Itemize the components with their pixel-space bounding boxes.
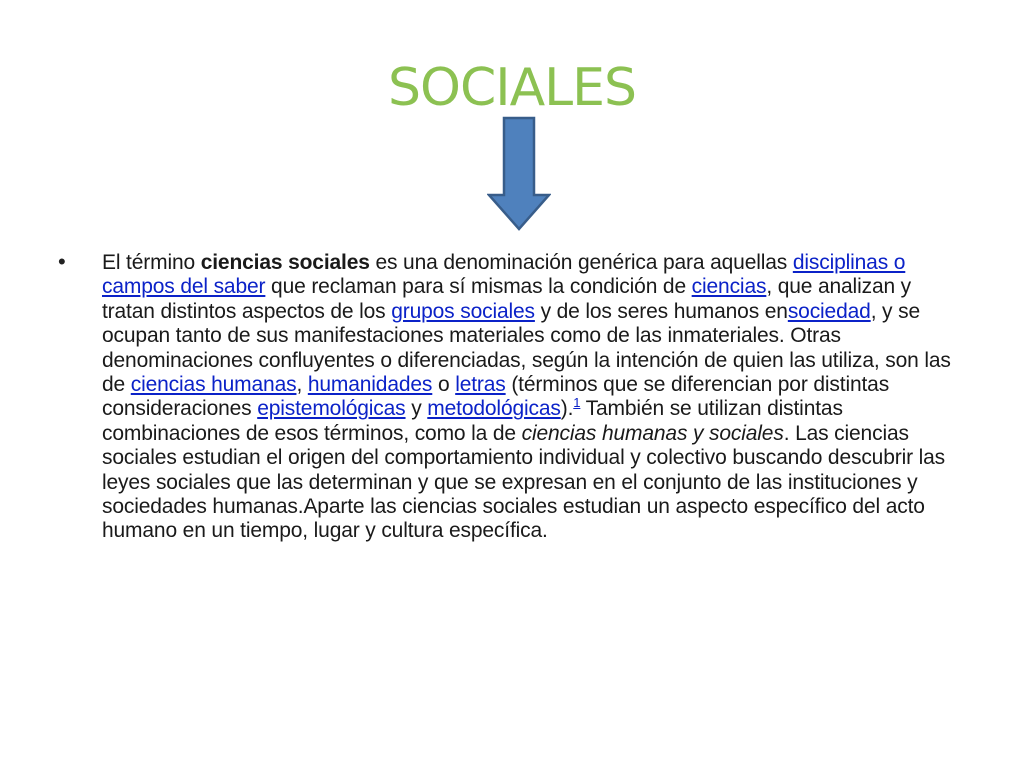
link-metodologicas[interactable]: metodológicas — [427, 397, 561, 421]
text-segment: y — [405, 397, 428, 421]
bold-term: ciencias sociales — [200, 251, 370, 274]
italic-term: ciencias humanas y sociales — [521, 421, 784, 445]
bullet-mark: • — [58, 249, 66, 274]
link-sociedad[interactable]: sociedad — [787, 299, 871, 323]
link-ciencias-humanas[interactable]: ciencias humanas — [130, 373, 297, 397]
link-ciencias[interactable]: ciencias — [691, 275, 767, 299]
link-disciplinas[interactable]: disciplinas o campos del saber — [102, 251, 906, 299]
text-segment: El término — [102, 251, 201, 274]
link-epistemologicas[interactable]: epistemológicas — [257, 397, 406, 421]
bullet-paragraph — [102, 251, 964, 544]
text-segment: , — [296, 373, 308, 397]
text-segment: es una denominación genérica para aquellas — [369, 251, 793, 274]
link-grupos-sociales[interactable]: grupos sociales — [391, 299, 535, 323]
down-arrow-icon — [487, 116, 551, 232]
text-segment: . Las ciencias sociales estudian el origen del comportamiento individual y colectivo buscando descubrir las leyes sociales que las determinan y que se expresan en el conjunto de las instituciones y sociedades humanas.Aparte las ciencias sociales estudian un aspecto específico del acto humano en un tiempo, lugar y cultura específica. — [102, 421, 946, 543]
text-segment: ). — [560, 397, 574, 421]
text-segment: y de los seres humanos en — [534, 299, 788, 323]
slide-title: SOCIALES — [388, 58, 636, 118]
down-arrow-shape — [489, 118, 549, 229]
text-segment: o — [432, 373, 456, 397]
text-segment: (términos que se diferencian por distintas consideraciones — [102, 373, 890, 421]
footnote-link[interactable]: 1 — [573, 395, 581, 411]
text-segment: También se utilizan distintas combinaciones de esos términos, como la de — [102, 397, 843, 445]
text-segment: , que analizan y tratan distintos aspectos de los — [102, 275, 912, 323]
text-segment: que reclaman para sí mismas la condición de — [265, 275, 692, 299]
text-segment: , y se ocupan tanto de sus manifestaciones materiales como de las inmateriales. Otras denominaciones confluyentes o diferenciadas, según la intención de quien las utiliza, son las de — [102, 299, 951, 397]
link-letras[interactable]: letras — [455, 373, 506, 397]
link-humanidades[interactable]: humanidades — [307, 373, 433, 397]
